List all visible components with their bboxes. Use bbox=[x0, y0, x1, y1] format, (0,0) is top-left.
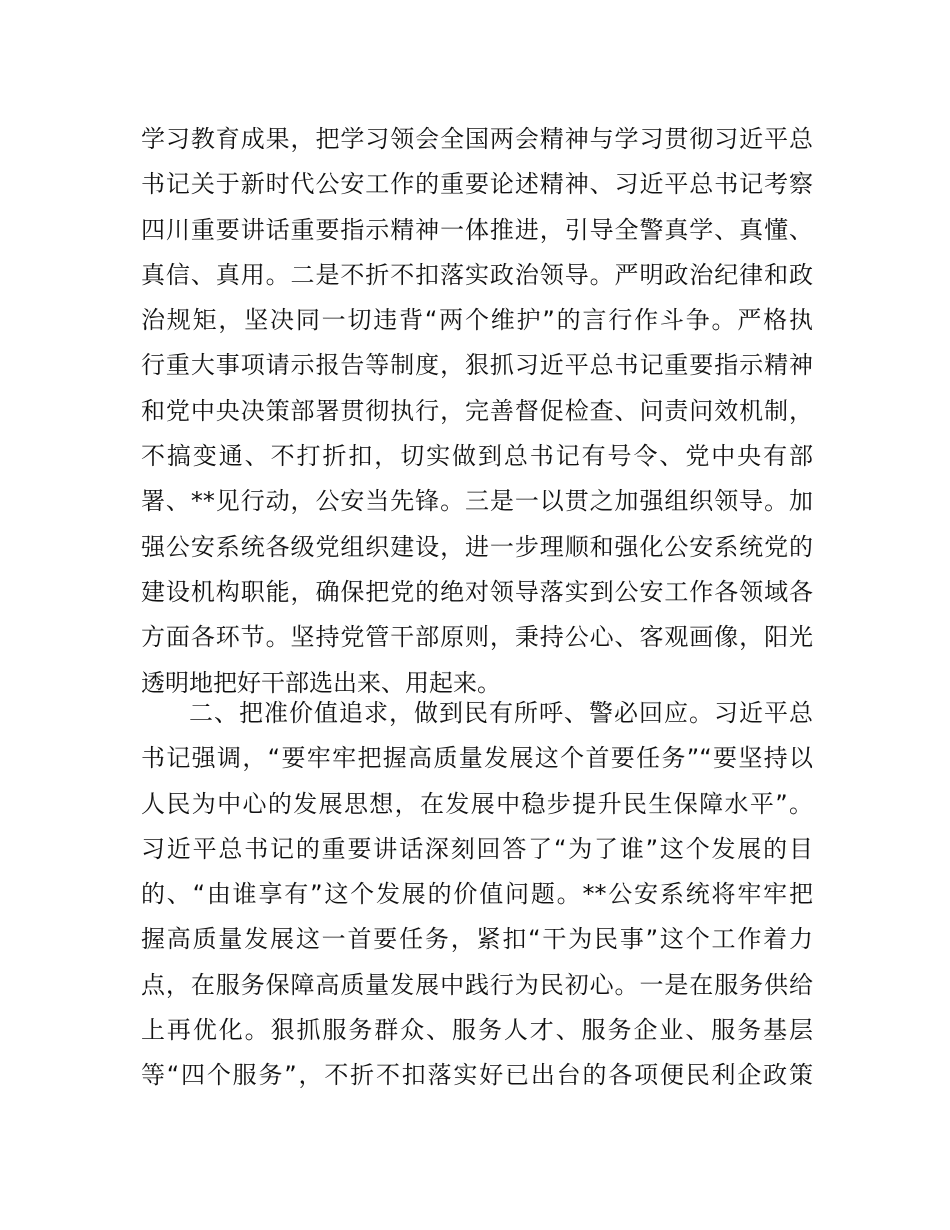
paragraph-line: 书记强调，“要牢牢把握高质量发展这个首要任务”“要坚持以 bbox=[141, 744, 813, 773]
paragraph-line: 人民为中心的发展思想，在发展中稳步提升民生保障水平”。 bbox=[141, 789, 813, 818]
paragraph-line: 书记关于新时代公安工作的重要论述精神、习近平总书记考察 bbox=[141, 170, 813, 199]
paragraph-line: 等“四个服务”，不折不扣落实好已出台的各项便民利企政策 bbox=[141, 1061, 813, 1090]
paragraph-1 bbox=[141, 117, 813, 706]
paragraph-line: 真信、真用。二是不折不扣落实政治领导。严明政治纪律和政 bbox=[141, 260, 813, 289]
paragraph-line: 四川重要讲话重要指示精神一体推进，引导全警真学、真懂、 bbox=[141, 215, 813, 244]
paragraph-line: 治规矩，坚决同一切违背“两个维护”的言行作斗争。严格执 bbox=[141, 306, 813, 335]
paragraph-line: 透明地把好干部选出来、用起来。 bbox=[141, 668, 501, 697]
paragraph-line: 握高质量发展这一首要任务，紧扣“干为民事”这个工作着力 bbox=[141, 925, 813, 954]
paragraph-line: 署、**见行动，公安当先锋。三是一以贯之加强组织领导。加 bbox=[141, 487, 813, 516]
paragraph-line: 习近平总书记的重要讲话深刻回答了“为了谁”这个发展的目 bbox=[141, 834, 813, 863]
paragraph-line: 行重大事项请示报告等制度，狠抓习近平总书记重要指示精神 bbox=[141, 351, 813, 380]
paragraph-line: 和党中央决策部署贯彻执行，完善督促检查、问责问效机制， bbox=[141, 396, 813, 425]
paragraph-line: 上再优化。狠抓服务群众、服务人才、服务企业、服务基层 bbox=[141, 1016, 813, 1045]
paragraph-line: 强公安系统各级党组织建设，进一步理顺和强化公安系统党的 bbox=[141, 532, 813, 561]
paragraph-line: 学习教育成果，把学习领会全国两会精神与学习贯彻习近平总 bbox=[141, 125, 813, 153]
paragraph-line: 建设机构职能，确保把党的绝对领导落实到公安工作各领域各 bbox=[141, 577, 813, 606]
paragraph-line: 方面各环节。坚持党管干部原则，秉持公心、客观画像，阳光 bbox=[141, 623, 813, 652]
paragraph-line: 二、把准价值追求，做到民有所呼、警必回应。习近平总 bbox=[189, 699, 813, 727]
paragraph-line: 点，在服务保障高质量发展中践行为民初心。一是在服务供给 bbox=[141, 970, 813, 999]
paragraph-2 bbox=[141, 691, 813, 1099]
paragraph-line: 的、“由谁享有”这个发展的价值问题。**公安系统将牢牢把 bbox=[141, 880, 813, 909]
paragraph-line: 不搞变通、不打折扣，切实做到总书记有号令、党中央有部 bbox=[141, 442, 813, 471]
